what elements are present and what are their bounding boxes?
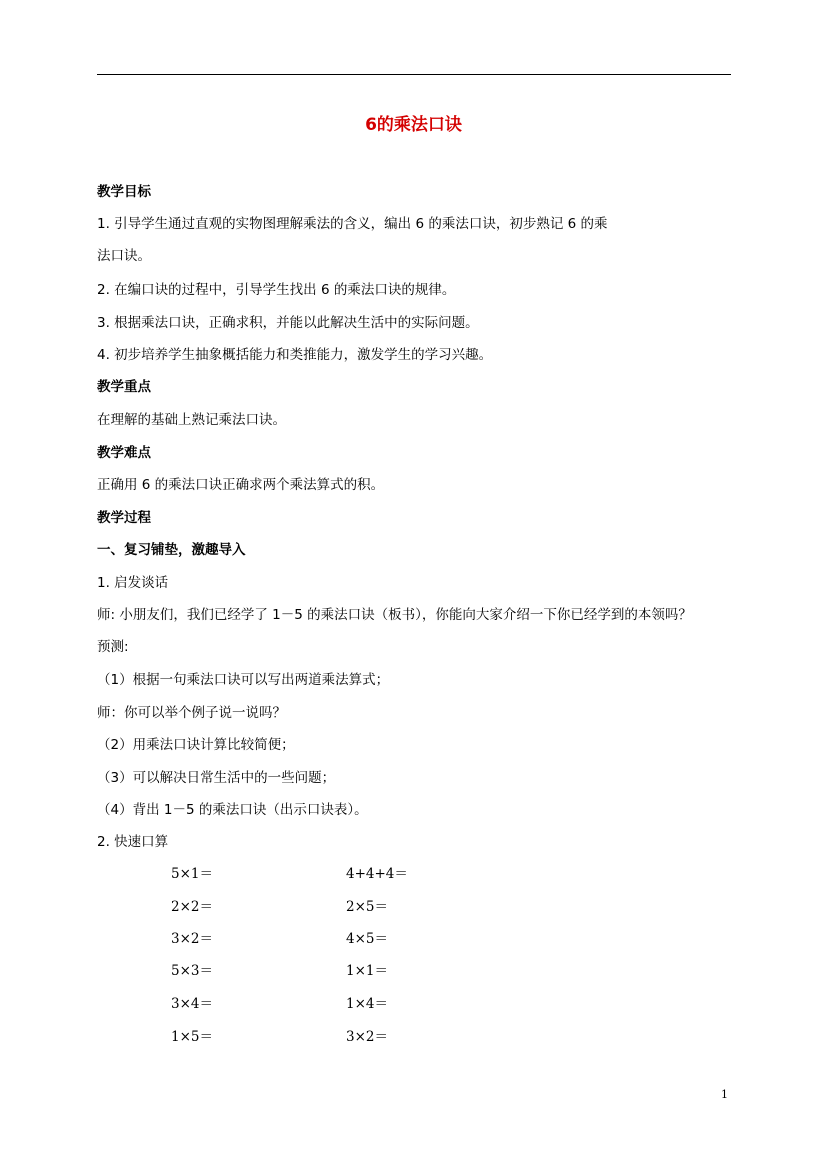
- calc-left-3: 3×2＝: [171, 931, 213, 947]
- paragraph-9: 2. 快速口算: [97, 834, 169, 850]
- goal-heading: 教学目标: [97, 184, 151, 200]
- paragraph-7: （3）可以解决日常生活中的一些问题；: [97, 770, 336, 786]
- key-text: 在理解的基础上熟记乘法口诀。: [97, 412, 286, 428]
- goal-item-3: 3. 根据乘法口诀，正确求积，并能以此解决生活中的实际问题。: [97, 315, 479, 331]
- paragraph-6: （2）用乘法口诀计算比较简便；: [97, 737, 295, 753]
- calc-right-4: 1×1＝: [346, 963, 388, 979]
- page-number: 1: [721, 1088, 728, 1101]
- difficulty-text: 正确用 6 的乘法口诀正确求两个乘法算式的积。: [97, 477, 385, 493]
- page-title: 6的乘法口诀: [365, 115, 462, 135]
- difficulty-heading: 教学难点: [97, 445, 151, 461]
- header-rule: [97, 74, 731, 75]
- process-heading: 教学过程: [97, 510, 151, 526]
- goal-item-4: 4. 初步培养学生抽象概括能力和类推能力，激发学生的学习兴趣。: [97, 347, 493, 363]
- paragraph-1: 1. 启发谈话: [97, 575, 169, 591]
- calc-left-4: 5×3＝: [171, 963, 213, 979]
- calc-right-6: 3×2＝: [346, 1029, 388, 1045]
- calc-right-3: 4×5＝: [346, 931, 388, 947]
- goal-item-1a: 1. 引导学生通过直观的实物图理解乘法的含义，编出 6 的乘法口诀，初步熟记 6 的乘: [97, 216, 608, 232]
- goal-item-1b: 法口诀。: [97, 248, 151, 264]
- calc-left-5: 3×4＝: [171, 996, 213, 1012]
- calc-left-2: 2×2＝: [171, 899, 213, 915]
- calc-right-1: 4+4+4＝: [346, 866, 408, 882]
- calc-right-2: 2×5＝: [346, 899, 388, 915]
- paragraph-5: 师：你可以举个例子说一说吗？: [97, 705, 286, 721]
- calc-left-1: 5×1＝: [171, 866, 213, 882]
- paragraph-2: 师: 小朋友们，我们已经学了 1－5 的乘法口诀（板书），你能向大家介绍一下你已经学到的本领吗？: [97, 607, 692, 623]
- paragraph-8: （4）背出 1－5 的乘法口诀（出示口诀表）。: [97, 802, 368, 818]
- paragraph-4: （1）根据一句乘法口诀可以写出两道乘法算式；: [97, 672, 390, 688]
- goal-item-2: 2. 在编口诀的过程中，引导学生找出 6 的乘法口诀的规律。: [97, 282, 456, 298]
- calc-right-5: 1×4＝: [346, 996, 388, 1012]
- key-heading: 教学重点: [97, 379, 151, 395]
- paragraph-3: 预测:: [97, 639, 129, 655]
- part1-heading: 一、复习铺垫，激趣导入: [97, 542, 246, 558]
- calc-left-6: 1×5＝: [171, 1029, 213, 1045]
